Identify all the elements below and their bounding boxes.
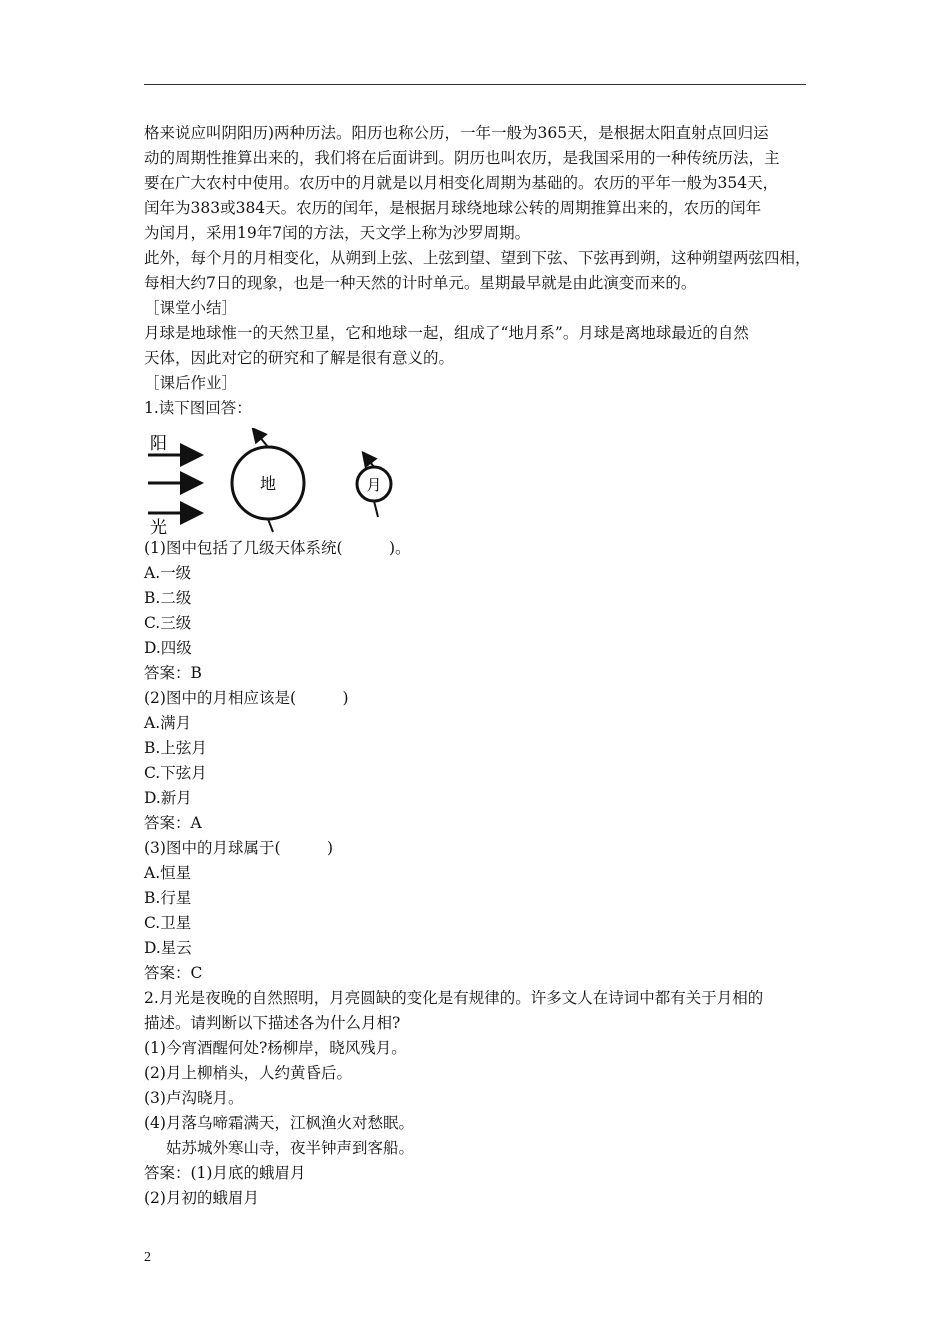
moon-label: 月: [366, 476, 382, 494]
option-line: D.星云: [144, 939, 192, 957]
page-number: 2: [144, 1250, 151, 1265]
text-line: 动的周期性推算出来的，我们将在后面讲到。阴历也叫农历，是我国采用的一种传统历法，主: [144, 149, 780, 167]
moon-axis-arrow: [364, 454, 374, 467]
text-line: 要在广大农村中使用。农历中的月就是以月相变化周期为基础的。农历的平年一般为354天，: [144, 174, 779, 192]
earth-axis-arrow: [254, 430, 268, 447]
question-line: (3)图中的月球属于( ): [144, 839, 334, 857]
question-line: 描述。请判断以下描述各为什么月相?: [144, 1014, 401, 1032]
poem-line: (3)卢沟晓月。: [144, 1089, 244, 1107]
option-line: C.卫星: [144, 914, 192, 932]
option-line: C.下弦月: [144, 764, 207, 782]
poem-line: (1)今宵酒醒何处?杨柳岸，晓风残月。: [144, 1039, 407, 1057]
poem-line: (2)月上柳梢头，人约黄昏后。: [144, 1064, 352, 1082]
text-line: 闰年为383或384天。农历的闰年，是根据月球绕地球公转的周期推算出来的，农历的闰年: [144, 199, 762, 217]
questions: [144, 536, 808, 1211]
sun-label-top: 阳: [150, 434, 167, 454]
option-line: A.满月: [144, 714, 192, 732]
text-line: 天体，因此对它的研究和了解是很有意义的。: [144, 349, 455, 367]
text-line: 月球是地球惟一的天然卫星，它和地球一起，组成了“地月系”。月球是离地球最近的自然: [144, 324, 749, 342]
sun-earth-moon-figure: [144, 428, 808, 535]
option-line: A.恒星: [144, 864, 192, 882]
option-line: A.一级: [144, 564, 192, 582]
text-line: 此外，每个月的月相变化，从朔到上弦、上弦到望、望到下弦、下弦再到朔，这种朔望两弦四相，: [144, 249, 811, 267]
question-title: 1.读下图回答：: [144, 399, 252, 417]
earth-axis: [268, 519, 273, 532]
header-rule: [144, 84, 806, 85]
sun-label-bottom: 光: [150, 518, 167, 535]
poem-line: 姑苏城外寒山寺，夜半钟声到客船。: [166, 1139, 415, 1157]
text-line: 格来说应叫阴阳历)两种历法。阳历也称公历，一年一般为365天，是根据太阳直射点回归运: [144, 124, 769, 142]
option-line: B.上弦月: [144, 739, 207, 757]
poem-line: (4)月落乌啼霜满天，江枫渔火对愁眠。: [144, 1114, 414, 1132]
answer-line: 答案：C: [144, 964, 203, 982]
answer-line: 答案：B: [144, 664, 202, 682]
question-line: (2)图中的月相应该是( ): [144, 689, 349, 707]
answer-line: (2)月初的蛾眉月: [144, 1189, 259, 1207]
text-line: 为闰月，采用19年7闰的方法，天文学上称为沙罗周期。: [144, 224, 531, 242]
answer-line: 答案：(1)月底的蛾眉月: [144, 1164, 306, 1182]
option-line: D.四级: [144, 639, 192, 657]
question-line: 2.月光是夜晚的自然照明，月亮圆缺的变化是有规律的。许多文人在诗词中都有关于月相的: [144, 989, 764, 1007]
document-body: [144, 121, 811, 1211]
question-line: (1)图中包括了几级天体系统( )。: [144, 539, 411, 557]
answer-line: 答案：A: [144, 814, 202, 832]
option-line: D.新月: [144, 789, 192, 807]
option-line: B.行星: [144, 889, 192, 907]
option-line: C.三级: [144, 614, 192, 632]
figure-drawing: [144, 428, 444, 535]
text-line: 每相大约7日的现象，也是一种天然的计时单元。星期最早就是由此演变而来的。: [144, 274, 697, 292]
earth-label: 地: [259, 474, 277, 493]
moon-axis: [374, 501, 378, 517]
option-line: B.二级: [144, 589, 192, 607]
section-heading: ［课后作业］: [144, 374, 238, 392]
section-heading: ［课堂小结］: [144, 299, 238, 317]
intro-paragraphs: [144, 121, 811, 421]
